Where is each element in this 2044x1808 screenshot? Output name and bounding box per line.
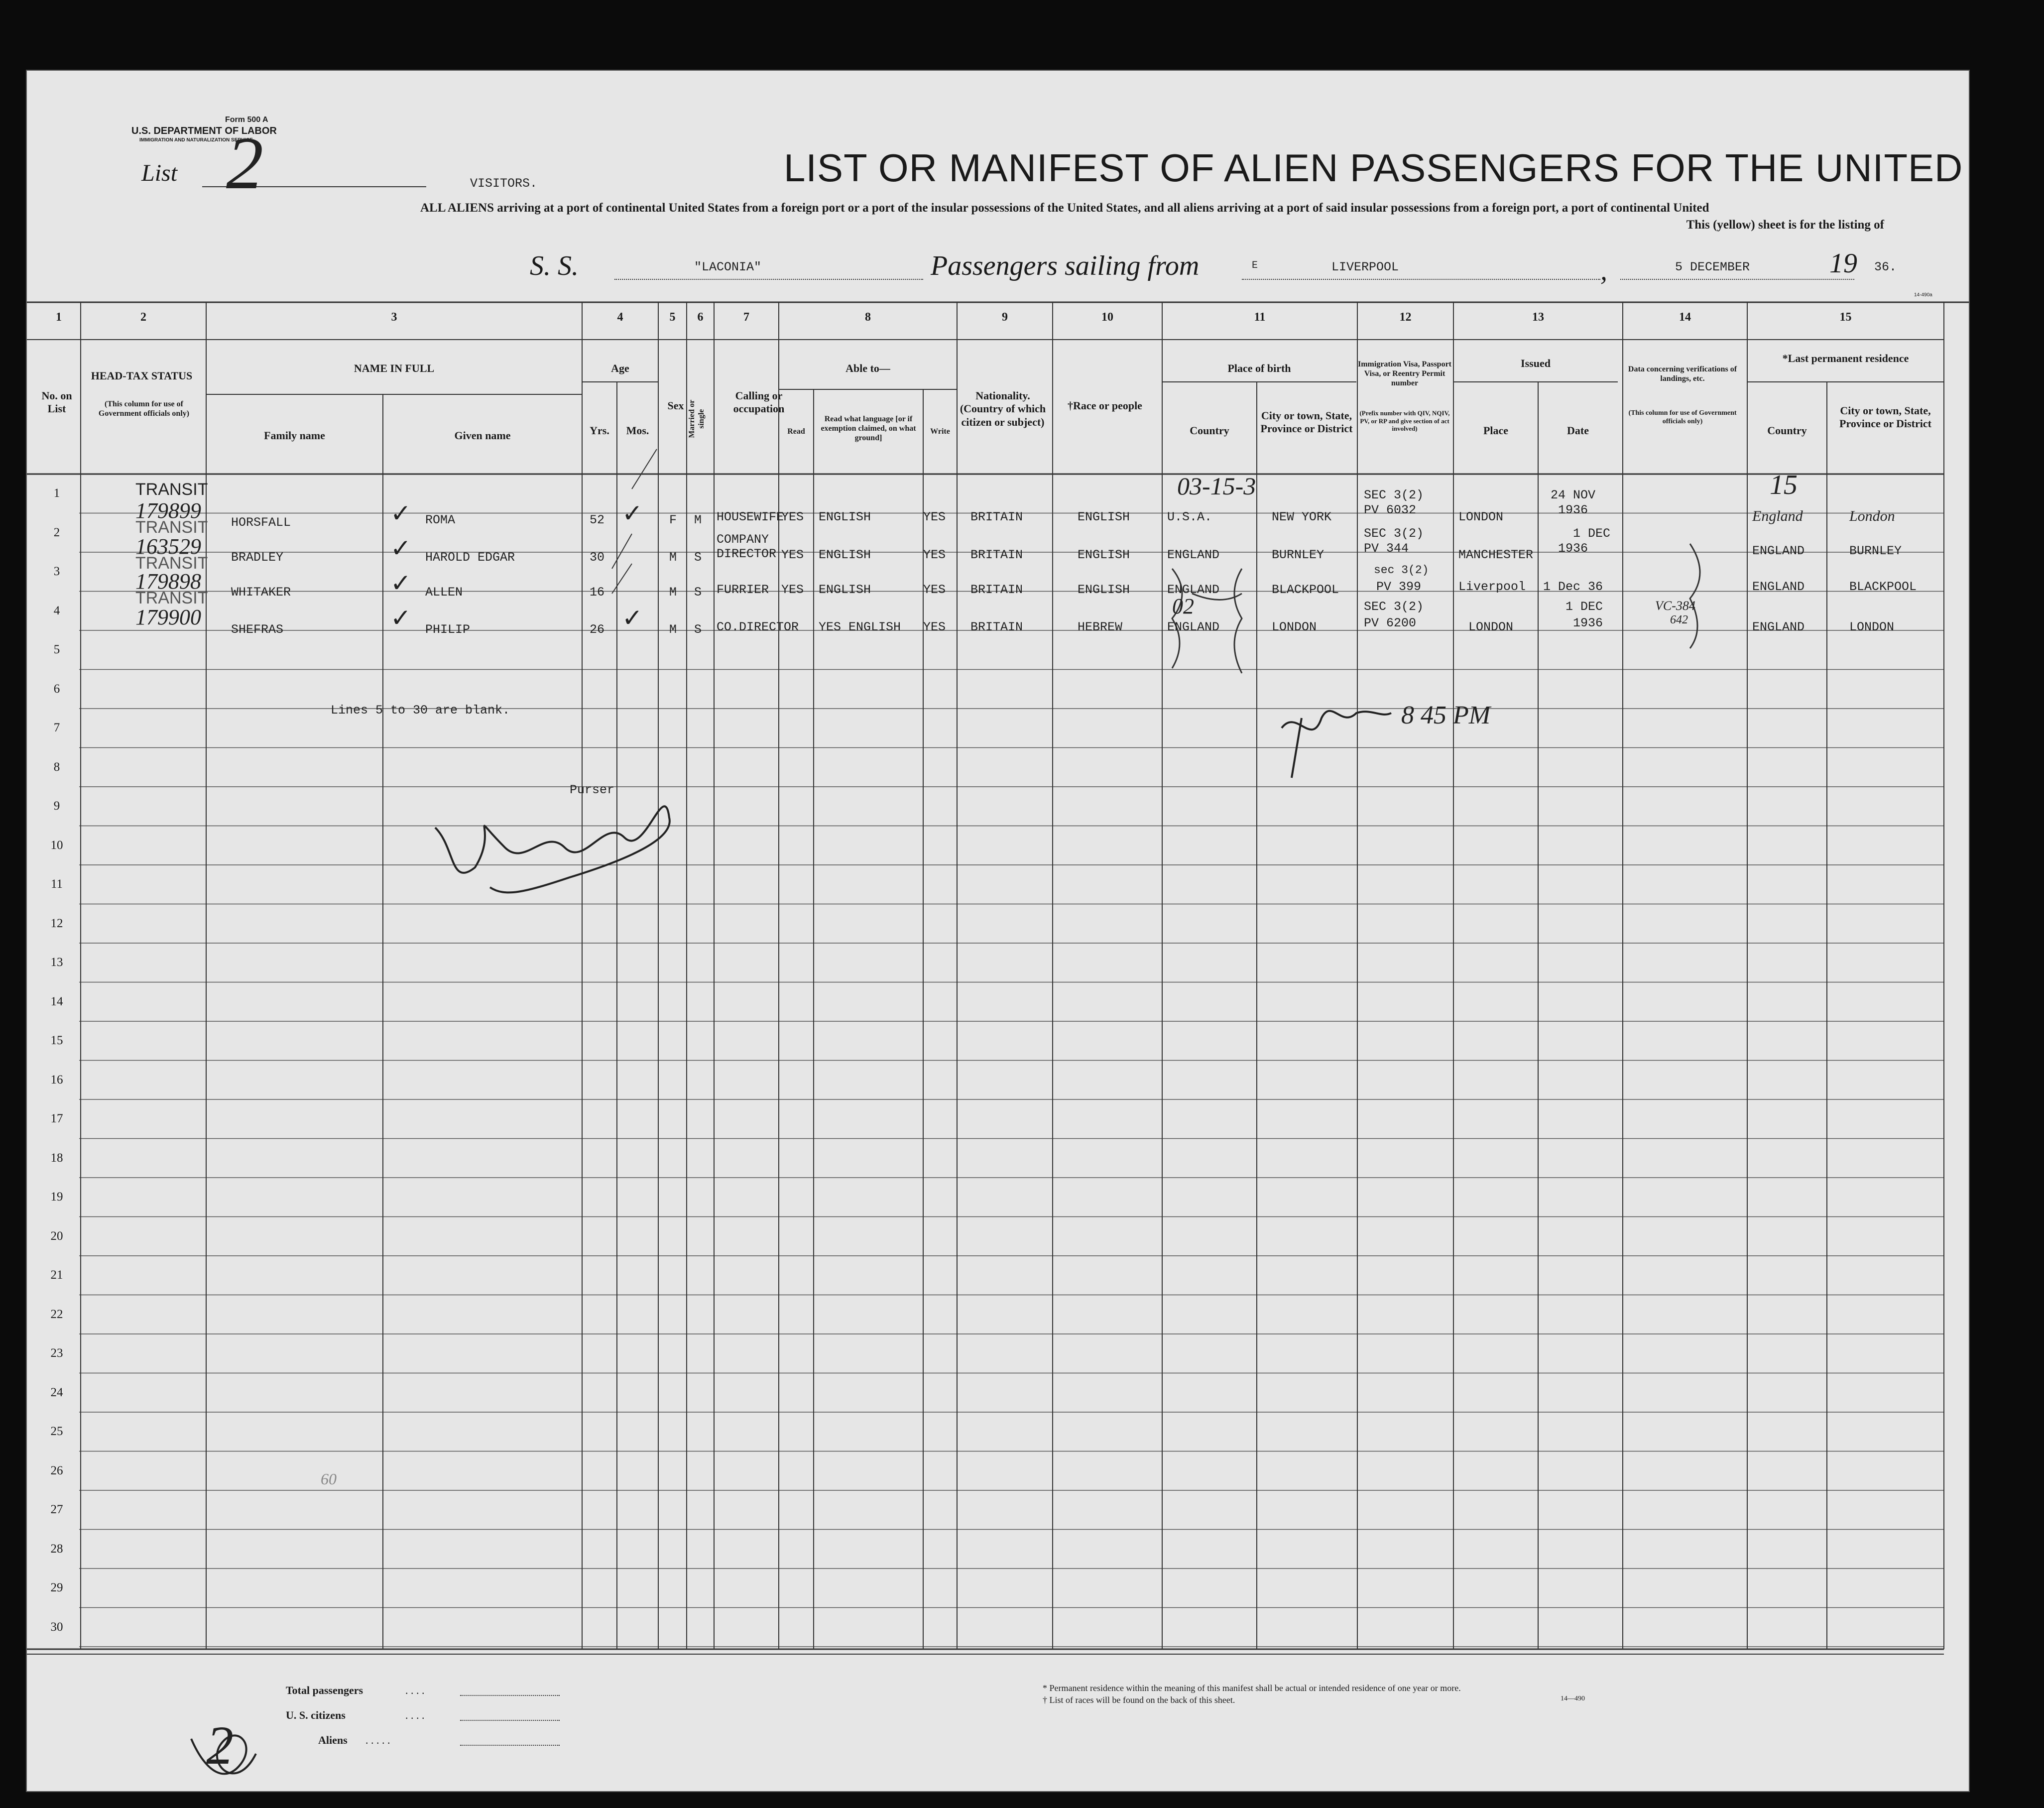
occupation: FURRIER (717, 583, 769, 597)
bottom-left-mark: 2 (206, 1715, 234, 1776)
language: ENGLISH (819, 510, 871, 524)
comma-mark: , (1600, 255, 1607, 286)
write: YES (923, 620, 946, 634)
residence-country: England (1752, 508, 1803, 524)
form-code-top: 14-490a (1914, 292, 1932, 298)
year-suffix: 36. (1874, 260, 1897, 274)
ss-label: S. S. (530, 250, 579, 281)
visa-section: SEC 3(2) (1364, 600, 1424, 614)
col-issued-date: Date (1567, 424, 1589, 437)
sailing-date: 5 DECEMBER (1675, 260, 1750, 274)
issued-date: 24 NOV (1551, 488, 1596, 502)
age-years: 30 (590, 550, 605, 565)
col-age: Age (611, 362, 629, 374)
check-mark-icon: ✓ (390, 499, 411, 528)
read: YES (819, 620, 842, 634)
binder-hole (1976, 1215, 1996, 1238)
row-number: 20 (50, 1229, 63, 1243)
row-number: 23 (50, 1346, 63, 1360)
birth-country: ENGLAND (1167, 583, 1220, 597)
check-mark-icon: ✓ (622, 499, 643, 528)
issued-date: 1 Dec 36 (1543, 580, 1603, 594)
margin-note: 60 (321, 1470, 337, 1488)
row-number: 19 (50, 1190, 63, 1204)
column-number: 9 (1002, 311, 1008, 324)
family-name: BRADLEY (231, 550, 284, 565)
birth-country: ENGLAND (1167, 620, 1220, 634)
col-name-in-full: NAME IN FULL (354, 362, 435, 374)
given-name: HAROLD EDGAR (425, 550, 515, 565)
column-number: 15 (1839, 311, 1852, 324)
department-label: U.S. DEPARTMENT OF LABOR (131, 125, 277, 136)
col-read: Read (787, 427, 805, 436)
issued-year: 1936 (1558, 503, 1588, 517)
transit-stamp: TRANSIT (135, 480, 208, 499)
column-number: 1 (56, 311, 62, 324)
issued-place: MANCHESTER (1458, 548, 1534, 562)
column-number: 11 (1254, 311, 1266, 324)
nationality: BRITAIN (970, 510, 1023, 524)
total-passengers-label: Total passengers (286, 1684, 363, 1696)
head-tax-number: 179900 (135, 605, 201, 629)
race: HEBREW (1078, 620, 1123, 634)
subtitle-line2: This (yellow) sheet is for the listing of (1686, 218, 1884, 232)
time-note: 8 45 PM (1401, 701, 1491, 729)
residence-city: BURNLEY (1849, 544, 1902, 558)
residence-code: 15 (1770, 470, 1798, 500)
purser-signature (435, 806, 670, 892)
visa-number: PV 344 (1364, 541, 1409, 556)
column-number: 6 (697, 311, 704, 324)
col-visa: Immigration Visa, Passport Visa, or Reentry Permit number (1358, 360, 1451, 388)
transit-stamp: TRANSIT (135, 589, 208, 607)
footnote-races: † List of races will be found on the back of this sheet. (1043, 1695, 1235, 1705)
row-number: 24 (50, 1385, 63, 1399)
birth-country: U.S.A. (1167, 510, 1212, 524)
birth-city: BLACKPOOL (1272, 583, 1339, 597)
married: S (694, 585, 702, 600)
col-race: †Race or people (1068, 399, 1142, 412)
row-number: 7 (53, 721, 60, 734)
page-title: LIST OR MANIFEST OF ALIEN PASSENGERS FOR THE UNITED (784, 146, 1963, 190)
check-mark-icon: ✓ (390, 569, 411, 598)
check-mark-icon: ✓ (622, 603, 643, 632)
aliens-dots: . . . . . (365, 1734, 390, 1746)
col-birth-city: City or town, State, Province or District (1260, 409, 1353, 435)
birth-city: BURNLEY (1272, 548, 1324, 562)
row-number: 28 (50, 1542, 63, 1556)
col-res-country: Country (1767, 424, 1807, 437)
sex: M (669, 550, 677, 565)
check-mark-icon: ✓ (390, 603, 411, 632)
aliens-line (460, 1745, 560, 1746)
col-verifications: Data concerning verifications of landings, etc. (1628, 365, 1737, 383)
language: ENGLISH (819, 583, 871, 597)
nationality: BRITAIN (970, 548, 1023, 562)
column-number: 5 (669, 311, 676, 324)
read: YES (781, 510, 804, 524)
row-number: 29 (50, 1581, 63, 1594)
sex: F (669, 513, 677, 527)
purser-label: Purser (570, 783, 615, 797)
row-number: 21 (50, 1268, 63, 1282)
row-number: 18 (50, 1151, 63, 1165)
race: ENGLISH (1078, 583, 1130, 597)
col-mos: Mos. (626, 424, 649, 437)
binder-hole (1976, 264, 1996, 287)
binder-hole (1976, 1464, 1996, 1487)
table-grid (27, 71, 1969, 1791)
given-name: PHILIP (425, 622, 471, 637)
residence-country: ENGLAND (1752, 544, 1805, 558)
column-number: 12 (1399, 311, 1412, 324)
col-married: Married or single (687, 399, 706, 438)
column-number: 10 (1101, 311, 1113, 324)
row-number: 17 (50, 1112, 63, 1125)
total-passengers-line (460, 1695, 560, 1696)
row-number: 5 (53, 643, 60, 656)
sex: M (669, 585, 677, 600)
col-issued: Issued (1521, 357, 1551, 369)
residence-city: London (1849, 508, 1895, 524)
visa-section: SEC 3(2) (1364, 488, 1424, 502)
age-years: 52 (590, 513, 605, 527)
col-last-residence: *Last permanent residence (1782, 352, 1909, 364)
binder-hole (1976, 1541, 1996, 1564)
birth-city: LONDON (1272, 620, 1317, 634)
sex: M (669, 622, 677, 637)
col-yrs: Yrs. (590, 424, 609, 437)
column-number: 3 (391, 311, 397, 324)
given-name: ROMA (425, 513, 456, 527)
col-family-name: Family name (264, 429, 325, 442)
row-number: 1 (53, 486, 60, 500)
col-no-on-list: No. on List (41, 389, 72, 415)
language: ENGLISH (819, 548, 871, 562)
birth-city: NEW YORK (1272, 510, 1332, 524)
row-number: 8 (53, 760, 60, 774)
row-number: 16 (50, 1073, 63, 1086)
birth-country: ENGLAND (1167, 548, 1220, 562)
column-number: 4 (617, 311, 623, 324)
issued-year: 1936 (1573, 616, 1603, 630)
column-number: 13 (1532, 311, 1544, 324)
binder-hole (1976, 344, 1996, 366)
issued-place: LONDON (1458, 510, 1504, 524)
row-number: 11 (50, 877, 63, 891)
write: YES (923, 548, 946, 562)
residence-city: LONDON (1849, 620, 1895, 634)
row-number: 10 (50, 838, 63, 852)
visa-section: SEC 3(2) (1364, 526, 1424, 541)
visa-number: PV 6200 (1364, 616, 1417, 630)
col-visa-note: (Prefix number with QIV, NQIV, PV, or RP and give section of act involved) (1359, 409, 1450, 433)
blank-lines-note: Lines 5 to 30 are blank. (331, 703, 510, 718)
row-number: 13 (50, 956, 63, 969)
family-name: WHITAKER (231, 585, 291, 600)
transit-stamp: TRANSIT (135, 518, 208, 537)
sailing-label: Passengers sailing from (931, 250, 1200, 281)
col-read-language: Read what language [or if exemption claimed, on what ground] (821, 415, 916, 443)
aliens-label: Aliens (318, 1734, 348, 1746)
family-name: HORSFALL (231, 515, 291, 530)
issued-place: Liverpool (1458, 580, 1526, 594)
row-number: 27 (50, 1503, 63, 1516)
col-issued-place: Place (1483, 424, 1509, 437)
row-number: 22 (50, 1307, 63, 1321)
binder-hole (1976, 590, 1996, 613)
residence-country: ENGLAND (1752, 620, 1805, 634)
issued-year: 1936 (1558, 541, 1588, 556)
age-years: 16 (590, 585, 605, 600)
visitors-label: VISITORS. (470, 176, 538, 191)
us-citizens-label: U. S. citizens (286, 1709, 346, 1721)
form-code-bottom: 14—490 (1561, 1695, 1585, 1702)
verification-note-2: 642 (1670, 613, 1688, 626)
occupation: HOUSEWIFE (717, 510, 784, 524)
service-label: IMMIGRATION AND NATURALIZATION SERVICE (139, 137, 253, 143)
manifest-sheet (26, 70, 1970, 1792)
transit-stamp: TRANSIT (135, 554, 208, 573)
race: ENGLISH (1078, 510, 1130, 524)
form-number: Form 500 A (225, 116, 268, 124)
col-res-city: City or town, State, Province or District (1839, 404, 1931, 430)
check-mark-icon: ✓ (390, 534, 411, 563)
port-name: LIVERPOOL (1331, 260, 1399, 274)
row-number: 4 (53, 603, 60, 617)
issued-place: LONDON (1468, 620, 1514, 634)
language: ENGLISH (848, 620, 901, 634)
head-tax-number: 179899 (135, 498, 201, 523)
col-sex: Sex (667, 399, 684, 412)
col-able-to: Able to— (845, 362, 890, 374)
column-number: 7 (743, 311, 749, 324)
col-given-name: Given name (454, 429, 511, 442)
write: YES (923, 510, 946, 524)
visa-section: sec 3(2) (1374, 564, 1429, 577)
nationality: BRITAIN (970, 583, 1023, 597)
read: YES (781, 548, 804, 562)
total-passengers-dots: . . . . (405, 1684, 425, 1696)
binder-hole (1976, 1138, 1996, 1161)
column-number: 14 (1679, 311, 1691, 324)
age-years: 26 (590, 622, 605, 637)
ship-name: "LACONIA" (694, 260, 762, 274)
row-number: 12 (50, 916, 63, 930)
officer-signature (1282, 711, 1391, 778)
port-prefix: E (1252, 260, 1258, 271)
col-write: Write (930, 427, 950, 436)
given-name: ALLEN (425, 585, 463, 600)
row-number: 26 (50, 1463, 63, 1477)
col-verifications-note: (This column for use of Government officials only) (1628, 409, 1737, 425)
birth-code-2: 02 (1172, 594, 1194, 618)
row-number: 30 (50, 1620, 63, 1634)
row-number: 25 (50, 1425, 63, 1438)
col-head-tax-note: (This column for use of Government officials only) (98, 400, 190, 418)
col-calling: Calling or occupation (733, 389, 785, 415)
married: S (694, 622, 702, 637)
subtitle-line1: ALL ALIENS arriving at a port of continental United States from a foreign port or a port of the insular possessions of the United States, and all aliens arriving at a port of said insular possessions from a foreign port, a port of continental United (420, 201, 1709, 215)
row-number: 14 (50, 994, 63, 1008)
nationality: BRITAIN (970, 620, 1023, 634)
birth-code: 03-15-3 (1177, 472, 1256, 500)
list-label: List (141, 160, 178, 186)
issued-date: 1 DEC (1573, 526, 1611, 541)
married: S (694, 550, 702, 565)
col-head-tax: HEAD-TAX STATUS (91, 369, 193, 382)
year-prefix: 19 (1829, 248, 1857, 279)
occupation: COMPANY DIRECTOR (717, 532, 777, 561)
read: YES (781, 583, 804, 597)
column-number: 2 (140, 311, 146, 324)
row-number: 2 (53, 525, 60, 539)
list-number: 2 (226, 122, 263, 205)
head-tax-number: 163529 (135, 534, 201, 559)
row-number: 6 (53, 682, 60, 696)
us-citizens-line (460, 1720, 560, 1721)
family-name: SHEFRAS (231, 622, 284, 637)
visa-number: PV 6032 (1364, 503, 1417, 517)
row-number: 15 (50, 1034, 63, 1047)
col-birth-country: Country (1190, 424, 1229, 437)
row-number: 9 (53, 799, 60, 813)
write: YES (923, 583, 946, 597)
col-place-of-birth: Place of birth (1227, 362, 1291, 374)
race: ENGLISH (1078, 548, 1130, 562)
married: M (694, 513, 702, 527)
visa-number: PV 399 (1376, 580, 1422, 594)
issued-date: 1 DEC (1565, 600, 1603, 614)
row-number: 3 (53, 565, 60, 578)
us-citizens-dots: . . . . (405, 1709, 425, 1721)
footnote-residence: * Permanent residence within the meaning of this manifest shall be actual or intended residence of one year or more. (1043, 1683, 1461, 1693)
binder-hole (1976, 670, 1996, 693)
residence-city: BLACKPOOL (1849, 580, 1917, 594)
verification-note: VC-384 (1655, 599, 1695, 613)
head-tax-number: 179898 (135, 569, 201, 594)
residence-country: ENGLAND (1752, 580, 1805, 594)
column-number: 8 (865, 311, 871, 324)
occupation: CO.DIRECTOR (717, 620, 799, 634)
col-nationality: Nationality. (Country of which citizen or subject) (960, 389, 1046, 428)
